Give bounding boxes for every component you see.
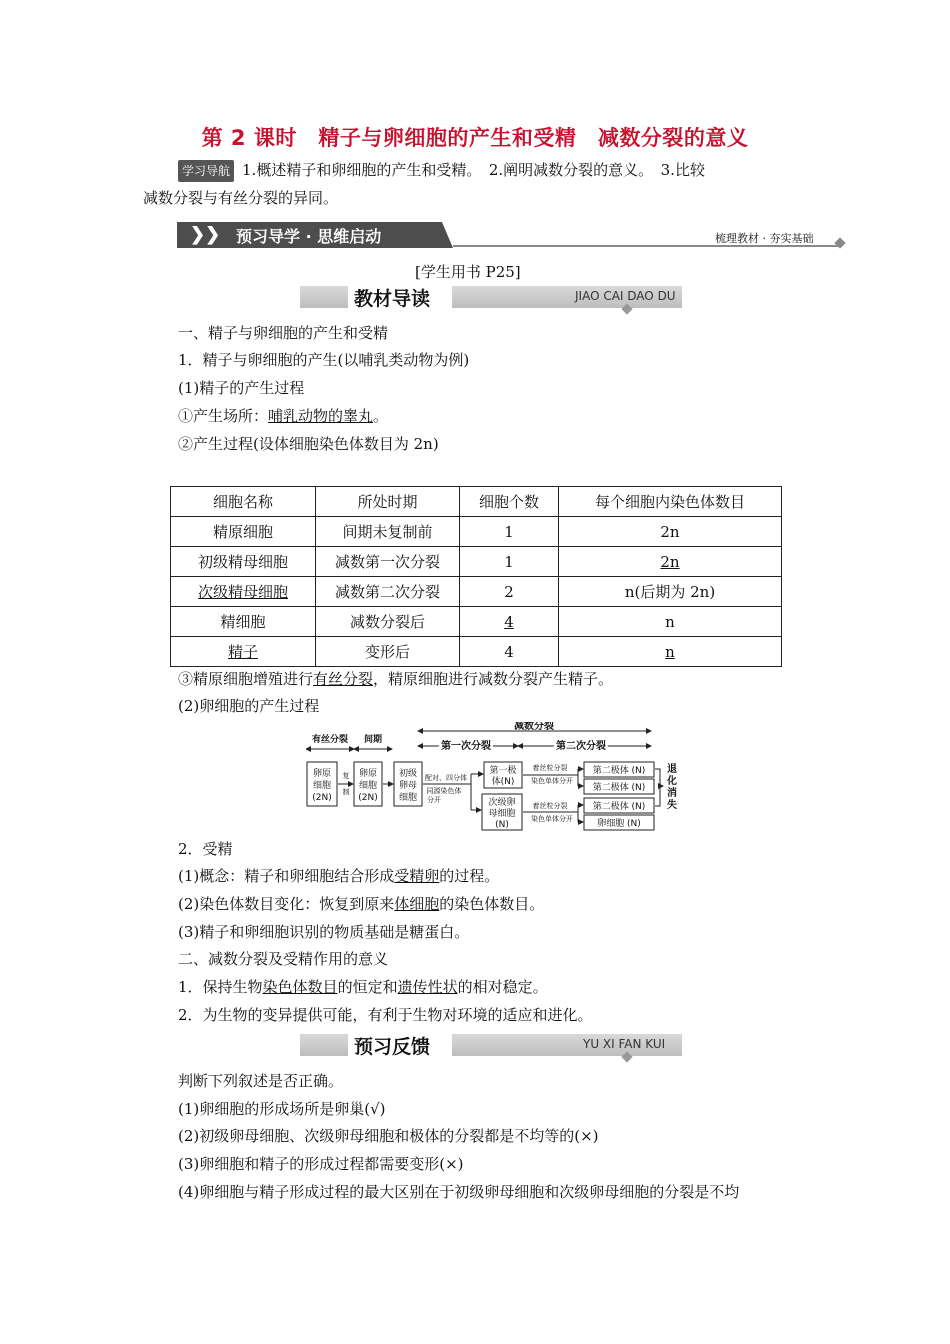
table-header-row: [171, 487, 782, 517]
diagram-label: 化: [667, 776, 677, 787]
section-title-2: 预习反馈: [354, 1036, 431, 1058]
table-cell: 减数分裂后: [316, 607, 460, 637]
heading-1-1: 1．精子与卵细胞的产生(以哺乳类动物为例): [178, 351, 470, 369]
text-span: ③精原细胞增殖进行: [178, 670, 314, 688]
diagram-label: 第二极体 (N): [592, 802, 646, 812]
diagram-label: 母细胞: [488, 809, 516, 819]
table-row: [171, 577, 782, 607]
section-en-2: YU XI FAN KUI: [583, 1037, 666, 1051]
table-cell: 变形后: [316, 637, 460, 667]
heading-1-2: 2．受精: [178, 840, 233, 858]
text-span: ，精原细胞进行减数分裂产生精子。: [373, 670, 614, 688]
answer-blank: 哺乳动物的睾丸: [268, 407, 374, 425]
diagram-label: 细胞: [398, 793, 418, 803]
table-cell: 2n: [559, 517, 782, 547]
guide-text-1: 1.概述精子和卵细胞的产生和受精。 2.阐明减数分裂的意义。 3.比较: [242, 161, 705, 179]
para-site: [178, 406, 388, 426]
diagram-label: 次级卵: [488, 798, 516, 808]
diagram-label: 染色单体分开: [531, 777, 573, 785]
para-recognition: (3)精子和卵细胞识别的物质基础是糖蛋白。: [178, 923, 470, 941]
diagram-label: (2N): [312, 793, 332, 803]
banner-subtitle: 梳理教材 · 夯实基础: [715, 232, 814, 245]
answer-blank: 染色体数目: [262, 978, 338, 996]
diagram-label: 第二极体 (N): [592, 766, 646, 776]
heading-1: 一、精子与卵细胞的产生和受精: [178, 324, 389, 342]
guide-badge: 学习导航: [178, 160, 234, 182]
para-sperm-process: (1)精子的产生过程: [178, 379, 305, 397]
question-intro: 判断下列叙述是否正确。: [178, 1072, 344, 1090]
table-cell: [171, 577, 316, 607]
diagram-label: 着丝粒分裂: [532, 764, 568, 772]
table-header: 细胞名称: [171, 487, 316, 517]
para-chromosome: [178, 894, 544, 914]
table-cell: 1: [460, 517, 559, 547]
table-header: 所处时期: [316, 487, 460, 517]
para-significance-1: [178, 977, 548, 997]
section-title-1: 教材导读: [354, 288, 431, 310]
diagram-label: 初级: [398, 769, 418, 779]
table-cell: 精细胞: [171, 607, 316, 637]
diagram-label: 第二极体 (N): [592, 783, 646, 793]
text-span: 的恒定和: [337, 978, 398, 996]
table-cell: 4: [460, 637, 559, 667]
table-row: [171, 607, 782, 637]
para-significance-2: 2．为生物的变异提供可能，有利于生物对环境的适应和进化。: [178, 1006, 593, 1024]
text-span: (1)概念：精子和卵细胞结合形成: [178, 867, 395, 885]
table-cell: 精原细胞: [171, 517, 316, 547]
table-cell: 间期未复制前: [316, 517, 460, 547]
oogenesis-diagram: [306, 722, 686, 834]
diagram-label: 第一极: [489, 766, 517, 776]
table-cell: [559, 547, 782, 577]
diagram-label: 卵原: [312, 769, 332, 779]
para-mitosis: [178, 669, 613, 689]
sperm-table: [170, 486, 782, 667]
answer-blank: 体细胞: [394, 895, 440, 913]
table-row: [171, 517, 782, 547]
table-cell: [171, 637, 316, 667]
answer-blank: 遗传性状: [397, 978, 458, 996]
banner-title: 预习导学 · 思维启动: [236, 227, 382, 246]
text-span: ①产生场所：: [178, 407, 269, 425]
diagram-label: 着丝粒分裂: [532, 802, 568, 810]
table-cell: 减数第一次分裂: [316, 547, 460, 577]
text-span: 的染色体数目。: [439, 895, 545, 913]
diagram-label: 卵原: [358, 769, 378, 779]
table-cell: n(后期为 2n): [559, 577, 782, 607]
diagram-label: 卵细胞 (N): [597, 819, 641, 829]
chevron-icon: ❯❯: [190, 224, 221, 245]
page-title: 第 2 课时 精子与卵细胞的产生和受精 减数分裂的意义: [201, 126, 749, 150]
diagram-label: 间期: [363, 735, 383, 745]
text-span: 1．保持生物: [178, 978, 263, 996]
text-span: 。: [373, 407, 389, 425]
question-4: (4)卵细胞与精子形成过程的最大区别在于初级卵母细胞和次级卵母细胞的分裂是不均: [178, 1183, 740, 1201]
para-egg-process: (2)卵细胞的产生过程: [178, 697, 320, 715]
table-cell: 1: [460, 547, 559, 577]
table-row: [171, 637, 782, 667]
table-cell: 初级精母细胞: [171, 547, 316, 577]
diagram-label: 细胞: [358, 781, 378, 791]
diagram-label: (N): [495, 820, 509, 830]
diagram-label: 第一次分裂: [441, 741, 491, 752]
table-header: 每个细胞内染色体数目: [559, 487, 782, 517]
table-cell: [460, 607, 559, 637]
answer-blank: 4: [504, 612, 514, 631]
text-span: 的过程。: [439, 867, 500, 885]
answer-blank: n: [665, 642, 675, 661]
para-process: ②产生过程(设体细胞染色体数目为 2n): [178, 435, 439, 453]
table-cell: 2: [460, 577, 559, 607]
answer-blank: 受精卵: [394, 867, 440, 885]
question-1: (1)卵细胞的形成场所是卵巢(√): [178, 1100, 386, 1118]
text-span: (2)染色体数目变化：恢复到原来: [178, 895, 395, 913]
learning-guide: [178, 160, 705, 182]
diagram-label: 细胞: [312, 781, 332, 791]
student-book-ref: [学生用书 P25]: [415, 263, 521, 281]
diagram-label: 复: [342, 772, 350, 780]
question-2: (2)初级卵母细胞、次级卵母细胞和极体的分裂都是不均等的(×): [178, 1127, 599, 1145]
table-cell: 减数第二次分裂: [316, 577, 460, 607]
heading-2: 二、减数分裂及受精作用的意义: [178, 950, 389, 968]
table-cell: [559, 637, 782, 667]
table-cell: n: [559, 607, 782, 637]
answer-blank: 2n: [660, 552, 680, 571]
answer-blank: 精子: [227, 643, 258, 661]
diagram-label: 制: [342, 788, 350, 796]
diagram-label: 第二次分裂: [556, 741, 606, 752]
guide-text-2: 减数分裂与有丝分裂的异同。: [143, 189, 339, 207]
text-span: 的相对稳定。: [457, 978, 548, 996]
diagram-label: 消: [667, 788, 677, 799]
diagram-label: 有丝分裂: [311, 735, 349, 745]
diagram-label: 体(N): [491, 777, 515, 787]
diagram-label: 退: [667, 764, 677, 775]
section-en-1: JIAO CAI DAO DU: [575, 289, 676, 303]
diagram-label: 染色单体分开: [531, 815, 573, 823]
table-row: [171, 547, 782, 577]
question-3: (3)卵细胞和精子的形成过程都需要变形(×): [178, 1155, 464, 1173]
diagram-label: (2N): [358, 793, 378, 803]
diagram-label: 减数分裂: [514, 722, 554, 732]
diagram-label: 卵母: [398, 781, 418, 791]
diagram-label: 分开: [427, 796, 441, 804]
answer-blank: 次级精母细胞: [197, 583, 288, 601]
diagram-label: 失: [667, 800, 677, 811]
table-header: 细胞个数: [460, 487, 559, 517]
para-concept: [178, 866, 499, 886]
answer-blank: 有丝分裂: [313, 670, 374, 688]
diagram-label: 配对、四分体: [425, 774, 467, 782]
diagram-label: 同源染色体: [426, 787, 462, 795]
